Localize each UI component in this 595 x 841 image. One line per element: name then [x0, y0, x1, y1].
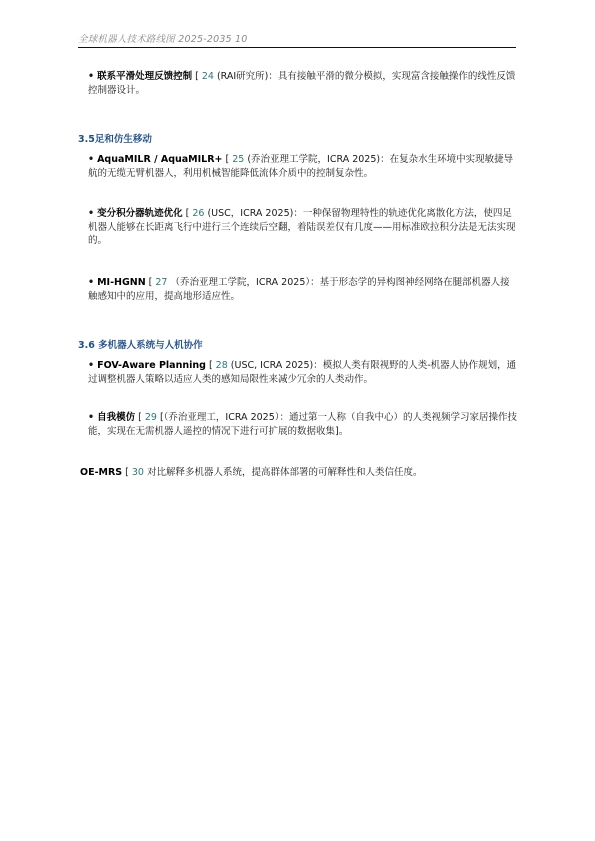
list-item: [88, 276, 518, 303]
citation-ref[interactable]: 29: [144, 412, 157, 423]
bullet: •: [88, 360, 95, 371]
item-term: 变分积分器轨迹优化: [97, 208, 183, 219]
bullet: •: [88, 277, 95, 288]
list-item: [80, 466, 510, 480]
ref-bracket: [: [195, 71, 199, 82]
item-text: 对比解释多机器人系统，提高群体部署的可解释性和人类信任度。: [146, 467, 423, 478]
list-item: [88, 153, 518, 180]
list-item: [88, 411, 518, 438]
citation-ref[interactable]: 26: [192, 208, 205, 219]
item-text: (RAI研究所)：具有接触平滑的微分模拟，实现富含接触操作的线性反馈控制器设计。: [88, 71, 516, 96]
citation-ref[interactable]: 30: [131, 467, 144, 478]
header-divider: [78, 47, 516, 48]
item-term: OE-MRS: [80, 467, 123, 478]
item-term: 自我模仿: [97, 412, 136, 423]
bullet: •: [88, 154, 95, 165]
item-text: （乔治亚理工学院，ICRA 2025）：基于形态学的异构图神经网络在腿部机器人接触感知中的应用，提高地形适应性。: [88, 277, 510, 302]
bullet: •: [88, 412, 95, 423]
citation-ref[interactable]: 27: [155, 277, 168, 288]
item-text: (USC, ICRA 2025)：模拟人类有限视野的人类-机器人协作规划，通过调整机器人策略以适应人类的感知局限性来减少冗余的人类动作。: [88, 360, 517, 385]
item-text: (乔治亚理工学院，ICRA 2025)：在复杂水生环境中实现敏捷导航的无缆无臂机器人，利用机械智能降低流体介质中的控制复杂性。: [88, 154, 514, 179]
item-term: 联系平滑处理反馈控制: [97, 71, 193, 82]
list-item: [88, 359, 518, 386]
list-item: [88, 207, 518, 248]
item-term: MI-HGNN: [97, 277, 146, 288]
item-term: FOV-Aware Planning: [97, 360, 206, 371]
bullet: •: [88, 71, 95, 82]
ref-bracket: [: [138, 412, 142, 423]
item-term: AquaMILR / AquaMILR+: [97, 154, 223, 165]
section-heading-3-5: 3.5足和仿生移动: [78, 134, 152, 145]
list-item: [88, 70, 518, 97]
citation-ref[interactable]: 28: [215, 360, 228, 371]
ref-bracket: [: [185, 208, 190, 219]
item-text: [（乔治亚理工，ICRA 2025）：通过第一人称（自我中心）的人类视频学习家居操作技能，实现在无需机器人遥控的情况下进行可扩展的数据收集]。: [88, 412, 517, 437]
ref-bracket: [: [148, 277, 153, 288]
ref-bracket: [: [208, 360, 213, 371]
citation-ref[interactable]: 25: [232, 154, 245, 165]
running-header: 全球机器人技术路线图 2025-2035 10: [78, 34, 248, 45]
section-heading-3-6: 3.6 多机器人系统与人机协作: [78, 340, 203, 351]
citation-ref[interactable]: 24: [201, 71, 214, 82]
item-text: (USC，ICRA 2025)：一种保留物理特性的轨迹优化离散化方法，使四足机器人能够在长距离飞行中进行三个连续后空翻，着陆误差仅有几度——用标准欧拉积分法是无法实现的。: [88, 208, 516, 247]
ref-bracket: [: [125, 467, 129, 478]
bullet: •: [88, 208, 95, 219]
ref-bracket: [: [225, 154, 230, 165]
